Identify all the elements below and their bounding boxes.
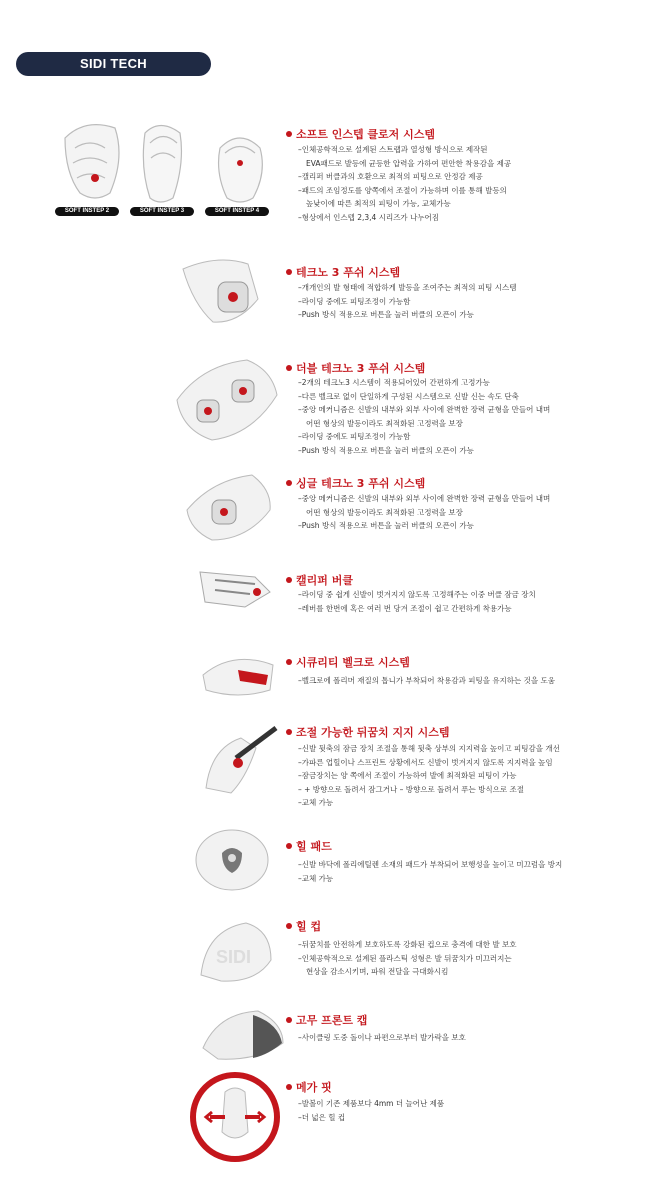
double-techno3-illustration	[172, 350, 282, 445]
feature-title: 메가 핏	[286, 1079, 332, 1095]
description-line: –2개의 테크노3 시스템이 적용되어있어 간편하게 고정가능	[298, 378, 490, 387]
description-line: –Push 방식 적용으로 버튼을 눌러 버클의 오픈이 가능	[298, 521, 474, 530]
description-line: –레버를 한번에 혹은 여러 번 당겨 조절이 쉽고 간편하게 착용가능	[298, 603, 512, 613]
bullet-icon	[286, 1084, 292, 1090]
caliper-buckle-illustration	[195, 562, 275, 612]
description-line: –개개인의 발 형태에 적합하게 발등을 조여주는 최적의 피팅 시스템	[298, 283, 517, 292]
soft-instep-3-badge: SOFT INSTEP 3	[130, 207, 194, 216]
soft-instep-illustration	[55, 118, 275, 218]
feature-description	[298, 1097, 444, 1124]
bullet-icon	[286, 480, 292, 486]
feature-description	[298, 376, 550, 457]
security-velcro-illustration	[198, 645, 278, 700]
description-line: –벨크로에 폴리머 재질의 톱니가 부착되어 착용감과 피팅을 유지하는 것을 도움	[298, 676, 556, 685]
bullet-icon	[286, 365, 292, 371]
description-line: –인체공학적으로 설계된 플라스틱 성형은 발 뒤꿈치가 미끄러지는	[298, 953, 512, 963]
soft-instep-4-badge: SOFT INSTEP 4	[205, 207, 269, 216]
description-line: –Push 방식 적용으로 버튼을 눌러 버클의 오픈이 가능	[298, 310, 474, 319]
description-line: –교체 가능	[298, 873, 334, 883]
feature-description	[298, 492, 550, 533]
bullet-icon	[286, 923, 292, 929]
description-line: –캘리퍼 버클과의 호환으로 최적의 피팅으로 안정감 제공	[298, 172, 483, 181]
feature-title: 고무 프론트 캡	[286, 1012, 367, 1028]
bullet-icon	[286, 1017, 292, 1023]
description-line: –뒤꿈치를 안전하게 보호하도록 강화된 컵으로 충격에 대한 발 보호	[298, 940, 517, 949]
heel-pad-illustration	[192, 828, 272, 893]
description-line: 어떤 형상의 발등이라도 최적화된 고정력을 보장	[306, 507, 463, 517]
feature-description	[298, 858, 562, 885]
feature-title: 시큐리티 벨크로 시스템	[286, 654, 410, 670]
feature-description	[298, 742, 560, 810]
description-line: –신발 바닥에 폴리에틸렌 소재의 패드가 부착되어 보행성을 높이고 미끄럼을 방지	[298, 860, 563, 869]
description-line: –인체공학적으로 설계된 스트랩과 열성형 방식으로 제작된	[298, 145, 488, 154]
description-line: –패드의 조임정도를 양쪽에서 조절이 가능하며 이를 통해 발등의	[298, 185, 507, 195]
feature-title: 힐 패드	[286, 838, 332, 854]
description-line: 높낮이에 따른 최적의 피팅이 가능, 교체가능	[306, 199, 451, 208]
description-line: –잠금장치는 양 쪽에서 조절이 가능하여 발에 최적화된 피팅이 가능	[298, 771, 517, 780]
description-line: –다른 벨크로 없이 단일하게 구성된 시스템으로 신발 신는 속도 단축	[298, 391, 519, 401]
feature-title: 조절 가능한 뒤꿈치 지지 시스템	[286, 724, 449, 740]
description-line: –라이딩 중에도 피팅조정이 가능함	[298, 432, 411, 441]
description-line: –더 넓은 힐 컵	[298, 1112, 346, 1122]
description-line: –교체 가능	[298, 798, 334, 807]
feature-description	[298, 588, 536, 615]
bullet-icon	[286, 131, 292, 137]
description-line: EVA패드로 발등에 균등한 압력을 가하여 편안한 착용감을 제공	[306, 158, 512, 168]
description-line: –라이딩 중 쉽게 신발이 벗겨지지 않도록 고정해주는 이중 버클 잠금 장치	[298, 590, 536, 599]
feature-description	[298, 674, 555, 688]
feature-title: 소프트 인스텝 클로저 시스템	[286, 126, 435, 142]
feature-title: 싱글 테크노 3 푸쉬 시스템	[286, 475, 425, 491]
description-line: –가파른 업힐이나 스프린트 상황에서도 신발이 벗겨지지 않도록 지지력을 높임	[298, 757, 553, 767]
description-line: –중앙 메커니즘은 신발의 내부와 외부 사이에 완벽한 장력 균형을 만들어 내며	[298, 405, 551, 414]
feature-description	[298, 143, 511, 224]
svg-text:SIDI: SIDI	[216, 947, 252, 967]
feature-title: 힐 컵	[286, 918, 321, 934]
techno3-push-illustration	[178, 244, 268, 334]
feature-title: 테크노 3 푸쉬 시스템	[286, 264, 400, 280]
description-line: –중앙 메커니즘은 신발의 내부와 외부 사이에 완벽한 장력 균형을 만들어 내며	[298, 494, 551, 503]
description-line: –형상에서 인스텝 2,3,4 시리즈가 나누어짐	[298, 212, 440, 222]
feature-title: 캘리퍼 버클	[286, 572, 353, 588]
description-line: –라이딩 중에도 피팅조정이 가능함	[298, 296, 411, 306]
mega-last-illustration	[190, 1072, 280, 1162]
description-line: –사이클링 도중 돌이나 파편으로부터 발가락을 보호	[298, 1033, 466, 1042]
bullet-icon	[286, 843, 292, 849]
soft-instep-2-badge: SOFT INSTEP 2	[55, 207, 119, 216]
bullet-icon	[286, 269, 292, 275]
heel-cup-illustration	[196, 915, 276, 985]
rubber-front-cap-illustration	[198, 1003, 288, 1065]
description-line: 현상을 감소시키며, 파워 전달을 극대화시킴	[306, 967, 449, 976]
feature-description	[298, 938, 516, 979]
single-techno3-illustration	[182, 465, 277, 545]
feature-description	[298, 281, 516, 322]
description-line: –신발 뒷축의 잠금 장치 조절을 통해 뒷축 상부의 지지력을 높이고 피팅감을 개선	[298, 744, 560, 753]
section-header: SIDI TECH	[16, 52, 211, 76]
description-line: –Push 방식 적용으로 버튼을 눌러 버클의 오픈이 가능	[298, 445, 474, 455]
description-line: – + 방향으로 돌려서 잠그거나 – 방향으로 돌려서 푸는 방식으로 조절	[298, 784, 524, 794]
bullet-icon	[286, 729, 292, 735]
description-line: 어떤 형상의 발등이라도 최적화된 고정력을 보장	[306, 418, 463, 428]
bullet-icon	[286, 659, 292, 665]
feature-title: 더블 테크노 3 푸쉬 시스템	[286, 360, 425, 376]
feature-description	[298, 1031, 466, 1045]
description-line: –발볼이 기존 제품보다 4mm 더 늘어난 제품	[298, 1099, 445, 1108]
bullet-icon	[286, 577, 292, 583]
heel-retention-illustration	[196, 718, 286, 798]
